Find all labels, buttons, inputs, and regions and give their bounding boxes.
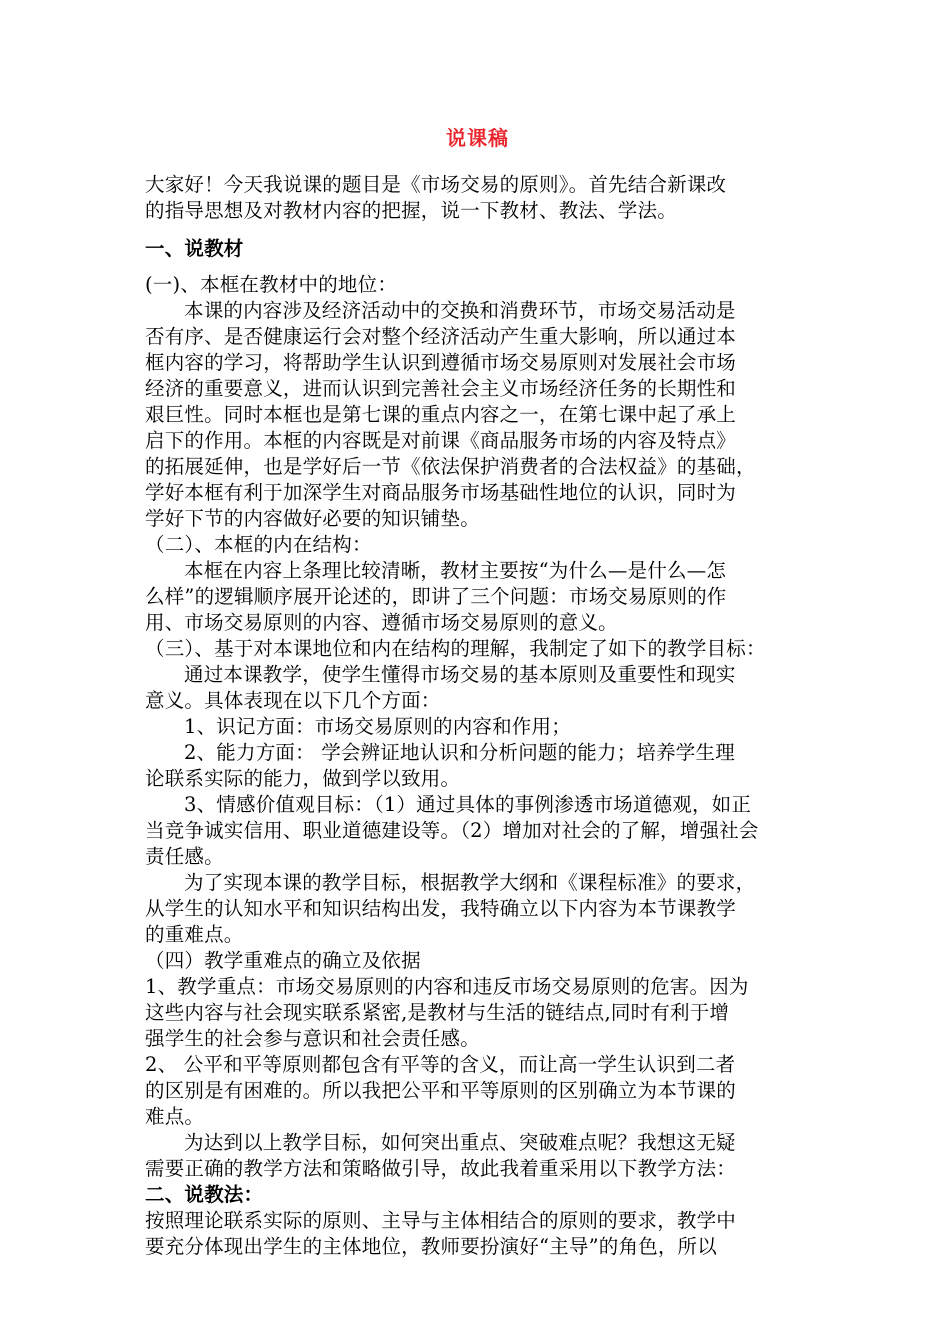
paragraph-line: 么样”的逻辑顺序展开论述的，即讲了三个问题：市场交易原则的作 xyxy=(145,585,727,608)
paragraph-line: 否有序、是否健康运行会对整个经济活动产生重大影响，所以通过本 xyxy=(145,325,737,348)
paragraph-line: 经济的重要意义，进而认识到完善社会主义市场经济任务的长期性和 xyxy=(145,377,737,400)
paragraph-line: 2、 公平和平等原则都包含有平等的含义，而让高一学生认识到二者 xyxy=(145,1053,736,1076)
paragraph-line: 本课的内容涉及经济活动中的交换和消费环节，市场交易活动是 xyxy=(184,299,736,322)
paragraph-line: 3、情感价值观目标：（1）通过具体的事例渗透市场道德观，如正 xyxy=(184,793,752,816)
paragraph-line: 责任感。 xyxy=(145,845,224,868)
paragraph-line: 按照理论联系实际的原则、主导与主体相结合的原则的要求，教学中 xyxy=(145,1209,737,1232)
paragraph-line: 需要正确的教学方法和策略做引导，故此我着重采用以下教学方法： xyxy=(145,1157,737,1180)
paragraph-line: 的区别是有困难的。所以我把公平和平等原则的区别确立为本节课的 xyxy=(145,1079,737,1102)
subsection-heading: （三）、基于对本课地位和内在结构的理解，我制定了如下的教学目标： xyxy=(145,637,766,660)
paragraph-line: 难点。 xyxy=(145,1105,205,1128)
paragraph-line: 学好下节的内容做好必要的知识铺垫。 xyxy=(145,507,480,530)
paragraph-line: 1、识记方面：市场交易原则的内容和作用； xyxy=(184,715,571,738)
paragraph-line: 框内容的学习，将帮助学生认识到遵循市场交易原则对发展社会市场 xyxy=(145,351,737,374)
paragraph-line: 学好本框有利于加深学生对商品服务市场基础性地位的认识，同时为 xyxy=(145,481,737,504)
paragraph-line: 本框在内容上条理比较清晰，教材主要按“为什么—是什么—怎 xyxy=(184,559,727,582)
subsection-heading: （二）、本框的内在结构： xyxy=(145,533,372,556)
paragraph-line: 为了实现本课的教学目标，根据教学大纲和《课程标准》的要求， xyxy=(184,871,756,894)
paragraph-line: 2、能力方面： 学会辨证地认识和分析问题的能力；培养学生理 xyxy=(184,741,735,764)
paragraph-line: 大家好！今天我说课的题目是《市场交易的原则》。首先结合新课改 xyxy=(145,173,727,196)
paragraph-line: 艰巨性。同时本框也是第七课的重点内容之一，在第七课中起了承上 xyxy=(145,403,737,426)
paragraph-line: 为达到以上教学目标，如何突出重点、突破难点呢？我想这无疑 xyxy=(184,1131,736,1154)
paragraph-line: 启下的作用。本框的内容既是对前课《商品服务市场的内容及特点》 xyxy=(145,429,737,452)
paragraph-line: 的重难点。 xyxy=(145,923,244,946)
paragraph-line: 强学生的社会参与意识和社会责任感。 xyxy=(145,1027,480,1050)
section-heading: 二、说教法： xyxy=(145,1183,264,1206)
document-title: 说课稿 xyxy=(446,126,509,150)
paragraph-line: 的指导思想及对教材内容的把握，说一下教材、教法、学法。 xyxy=(145,199,677,222)
paragraph-line: 论联系实际的能力，做到学以致用。 xyxy=(145,767,461,790)
paragraph-line: 当竞争诚实信用、职业道德建设等。（2）增加对社会的了解，增强社会 xyxy=(145,819,759,842)
subsection-heading: (一)、本框在教材中的地位： xyxy=(145,273,398,296)
section-heading: 一、说教材 xyxy=(145,237,244,260)
subsection-heading: （四）教学重难点的确立及依据 xyxy=(145,949,421,972)
paragraph-line: 要充分体现出学生的主体地位，教师要扮演好“主导”的角色，所以 xyxy=(145,1235,717,1258)
paragraph-line: 意义。具体表现在以下几个方面： xyxy=(145,689,441,712)
paragraph-line: 1、教学重点：市场交易原则的内容和违反市场交易原则的危害。因为 xyxy=(145,975,749,998)
paragraph-line: 从学生的认知水平和知识结构出发，我特确立以下内容为本节课教学 xyxy=(145,897,737,920)
paragraph-line: 这些内容与社会现实联系紧密,是教材与生活的链结点,同时有利于增 xyxy=(145,1001,730,1024)
paragraph-line: 的拓展延伸，也是学好后一节《依法保护消费者的合法权益》的基础， xyxy=(145,455,756,478)
paragraph-line: 通过本课教学，使学生懂得市场交易的基本原则及重要性和现实 xyxy=(184,663,736,686)
paragraph-line: 用、市场交易原则的内容、遵循市场交易原则的意义。 xyxy=(145,611,618,634)
